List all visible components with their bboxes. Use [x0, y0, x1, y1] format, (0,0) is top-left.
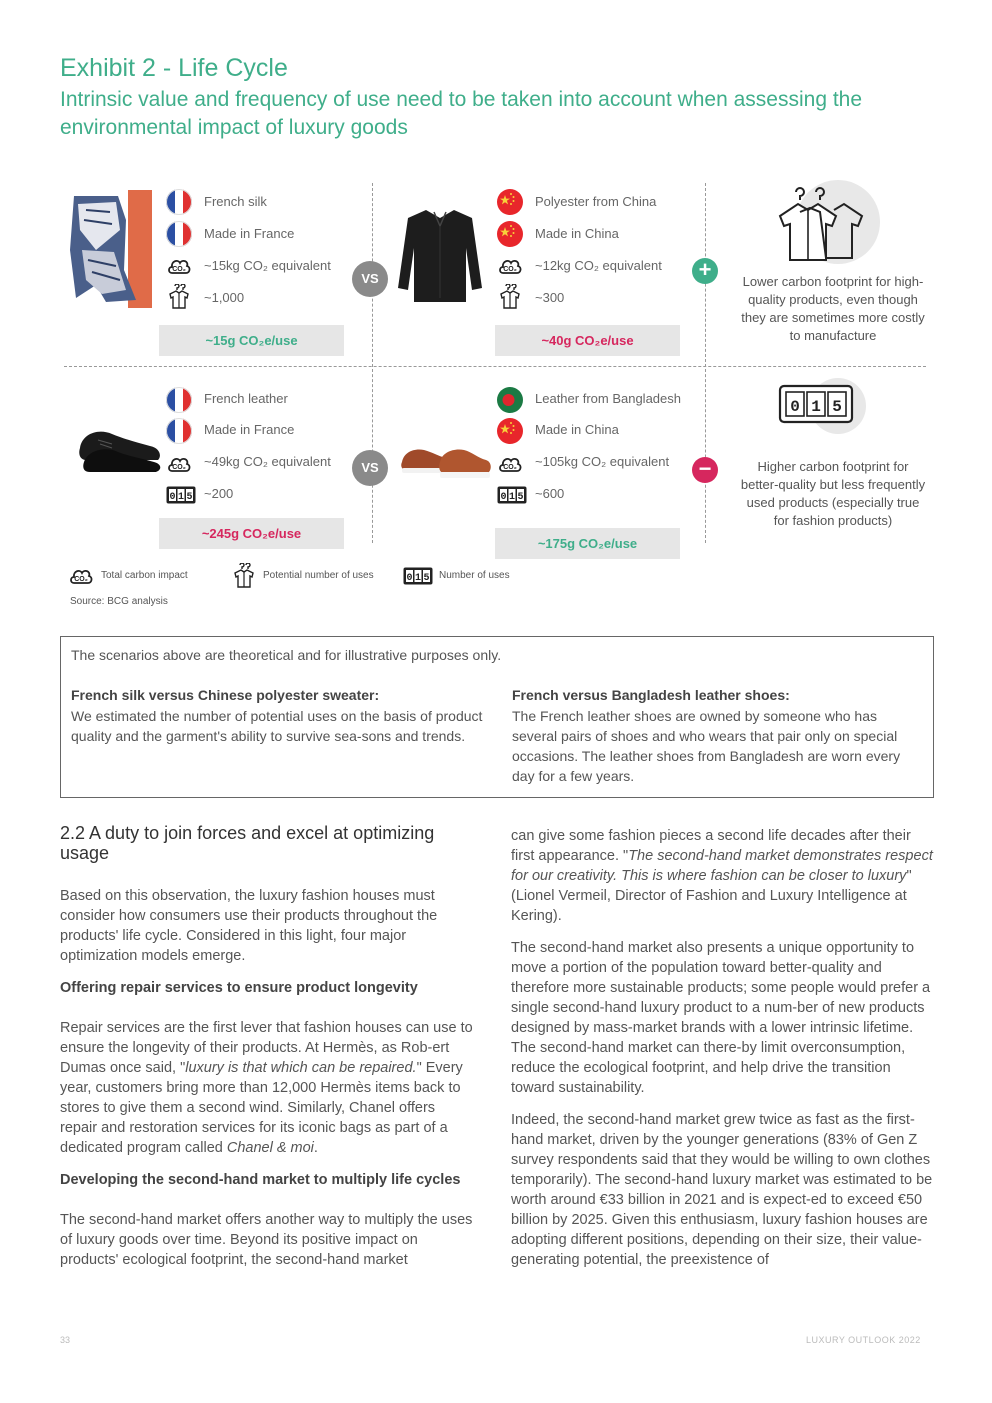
leather-sneakers-image: [400, 440, 492, 482]
uses-value: ~1,000: [204, 290, 245, 305]
legend-uses: Number of uses: [439, 570, 510, 581]
co2-cloud-icon: [497, 253, 523, 279]
polyester-blouse-image: [398, 208, 482, 304]
counter-icon: [166, 486, 196, 504]
svg-text:5: 5: [832, 398, 842, 416]
bangladesh-flag-icon: [497, 387, 523, 413]
scenario-text-shoes: The French leather shoes are owned by someone who has several pairs of shoes and who wears that pair only on special occasions. The leather shoes from Bangladesh are worn every day for a few years.: [512, 708, 901, 784]
right-column: [511, 826, 933, 1282]
co2-cloud-icon: [166, 451, 192, 477]
material-label: Leather from Bangladesh: [535, 391, 681, 406]
material-label: Polyester from China: [535, 194, 657, 209]
insight-note: Lower carbon footprint for high-quality products, even though they are sometimes more costly to manufacture: [741, 274, 925, 343]
co2-cloud-icon: [166, 253, 192, 279]
paragraph: Repair services are the first lever that fashion houses can use to ensure the longevity of their products. At Hermès, as Rob-ert Dumas once said, "luxury is that which can be repaired." Every year, customers bring more than 12,000 Hermès items back to stores to give them a second wind. Similarly, Chanel offers repair and restoration services for its iconic bags as part of a dedicated program called Chanel & moi.: [60, 1020, 473, 1156]
france-flag-icon: [166, 221, 192, 247]
left-column: [60, 886, 476, 1282]
divider-v1: [372, 183, 373, 543]
hanger-shirts-icon: [166, 284, 192, 310]
paragraph: The second-hand market offers another way to multiply the uses of luxury goods over time. Beyond its positive impact on products' ecological footprint, the second-hand market: [60, 1212, 473, 1268]
scenario-intro: The scenarios above are theoretical and for illustrative purposes only.: [71, 647, 502, 663]
per-use-badge: ~245g CO₂e/use: [159, 518, 344, 549]
subheading-second-hand: Developing the second-hand market to multiply life cycles: [60, 1172, 461, 1188]
shirts-illustration-icon: [770, 180, 882, 264]
france-flag-icon: [166, 418, 192, 444]
uses-value: ~300: [535, 290, 565, 305]
svg-text:0: 0: [790, 398, 800, 416]
scenario-text-silk: We estimated the number of potential uses on the basis of product quality and the garment's ability to survive sea-sons and trends.: [71, 708, 483, 744]
insight-note: Higher carbon footprint for better-quality but less frequently used products (especially true for fashion products): [740, 459, 926, 528]
china-flag-icon: [497, 418, 523, 444]
silk-scarf-image: [66, 190, 154, 308]
co2-value: ~15kg CO₂ equivalent: [204, 258, 331, 273]
paragraph: The second-hand market also presents a unique opportunity to move a portion of the population toward better-quality and therefore more sustainable products; some people would prefer a single second-hand luxury product to a num-ber of new products designed by mass-market brands with a lower intrinsic lifetime. The second-hand market can there-by limit overconsumption, reduce the ecological footprint, and help drive the transition toward sustainability.: [511, 940, 931, 1096]
section-heading: 2.2 A duty to join forces and excel at optimizing usage: [60, 823, 435, 863]
minus-icon: −: [692, 457, 718, 483]
paragraph: can give some fashion pieces a second life decades after their first appearance. "The second-hand market demonstrates respect for our creativity. This is where fashion can be closer to luxury" (Lionel Vermeil, Director of Fashion and Luxury Intelligence at Kering).: [511, 828, 933, 924]
made-in-label: Made in France: [204, 226, 295, 241]
france-flag-icon: [166, 189, 192, 215]
per-use-badge: ~175g CO₂e/use: [495, 528, 680, 559]
leather-oxford-shoes-image: [78, 420, 162, 472]
divider-v2: [705, 183, 706, 543]
made-in-label: Made in China: [535, 422, 619, 437]
vs-badge: VS: [352, 261, 388, 297]
vs-badge: VS: [352, 450, 388, 486]
page-number: 33: [60, 1335, 71, 1345]
co2-cloud-icon: [497, 451, 523, 477]
material-label: French leather: [204, 391, 288, 406]
exhibit-subtitle: Intrinsic value and frequency of use need to be taken into account when assessing the environmental impact of luxury goods: [60, 88, 863, 139]
per-use-badge: ~15g CO₂e/use: [159, 325, 344, 356]
subheading-repair: Offering repair services to ensure product longevity: [60, 980, 418, 996]
legend-potential: Potential number of uses: [263, 570, 374, 581]
material-label: French silk: [204, 194, 267, 209]
publication-name: LUXURY OUTLOOK 2022: [806, 1335, 921, 1345]
paragraph: Based on this observation, the luxury fashion houses must consider how consumers use their products throughout the products' life cycle. Considered in this light, four major optimization models emerge.: [60, 888, 438, 964]
counter-icon: [403, 567, 433, 585]
china-flag-icon: [497, 221, 523, 247]
counter-illustration-icon: [776, 378, 882, 434]
per-use-badge: ~40g CO₂e/use: [495, 325, 680, 356]
exhibit-title: Exhibit 2 - Life Cycle: [60, 54, 288, 82]
co2-value: ~12kg CO₂ equivalent: [535, 258, 662, 273]
uses-value: ~200: [204, 486, 234, 501]
paragraph: Indeed, the second-hand market grew twice as fast as the first-hand market, driven by the younger generations (83% of Gen Z survey respondents said that they would be willing to own clothes temporarily). The second-hand luxury market was estimated to be worth around €33 billion in 2021 and is expect-ed to exceed €50 billion by 2025. Given this enthusiasm, luxury fashion houses are adopting different positions, depending on their size, their value-generating potential, the preexistence of: [511, 1112, 933, 1268]
legend-carbon: Total carbon impact: [101, 570, 188, 581]
made-in-label: Made in China: [535, 226, 619, 241]
co2-value: ~105kg CO₂ equivalent: [535, 454, 670, 469]
hanger-shirts-icon: [231, 563, 257, 589]
plus-icon: +: [692, 258, 718, 284]
made-in-label: Made in France: [204, 422, 295, 437]
source-note: Source: BCG analysis: [70, 596, 168, 607]
counter-icon: [497, 486, 527, 504]
divider-h: [64, 366, 926, 367]
china-flag-icon: [497, 189, 523, 215]
scenario-box: [60, 636, 934, 798]
scenario-heading-silk: French silk versus Chinese polyester sweater:: [71, 687, 380, 703]
co2-value: ~49kg CO₂ equivalent: [204, 454, 331, 469]
uses-value: ~600: [535, 486, 565, 501]
co2-cloud-icon: [68, 563, 94, 589]
svg-text:1: 1: [811, 398, 821, 416]
france-flag-icon: [166, 387, 192, 413]
hanger-shirts-icon: [497, 284, 523, 310]
scenario-heading-shoes: French versus Bangladesh leather shoes:: [512, 687, 790, 703]
